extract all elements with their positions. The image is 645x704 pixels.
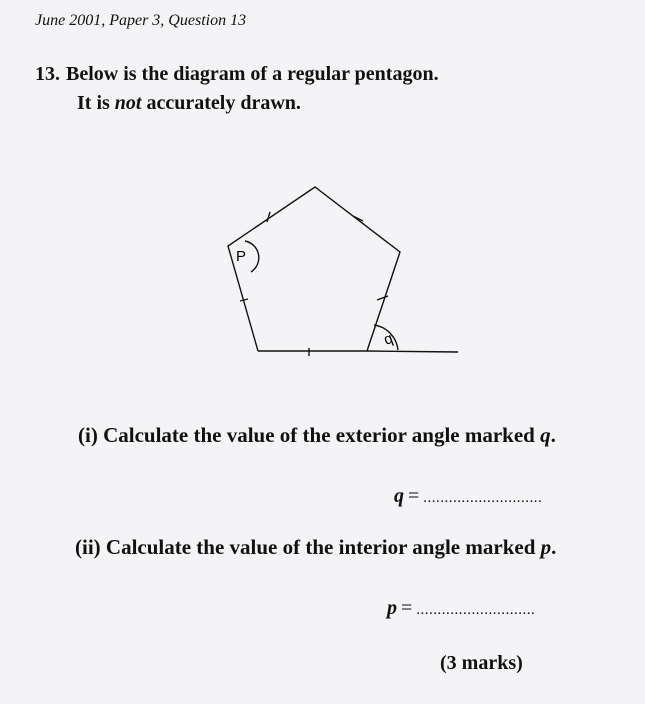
tick-mark	[377, 296, 388, 300]
answer-dots: ............................	[416, 602, 536, 618]
answer-dots: ............................	[423, 490, 543, 506]
part-ii-text: (ii) Calculate the value of the interior angle marked	[75, 535, 541, 559]
question-line-2	[77, 92, 301, 115]
question-text-2b: accurately drawn.	[141, 92, 301, 114]
question-text-1: Below is the diagram of a regular pentagon.	[66, 63, 439, 85]
equals-sign: =	[408, 485, 420, 507]
extended-base-line	[367, 351, 458, 352]
question-number: 13.	[35, 63, 60, 85]
part-i-text: (i) Calculate the value of the exterior angle marked	[78, 423, 541, 447]
equals-sign: =	[401, 597, 413, 619]
answer-line-q[interactable]	[394, 485, 542, 508]
question-line-1	[35, 63, 439, 86]
answer-variable-q: q	[394, 485, 404, 507]
part-i-end: .	[550, 423, 556, 447]
answer-line-p[interactable]	[387, 597, 535, 620]
part-ii-variable: p	[540, 535, 552, 559]
paper-reference: June 2001, Paper 3, Question 13	[35, 12, 247, 29]
question-text-2-emphasis: not	[114, 92, 142, 114]
part-i-question	[78, 423, 556, 448]
marks-label: (3 marks)	[440, 652, 523, 674]
pentagon-diagram	[200, 170, 480, 380]
part-i-variable: q	[540, 423, 551, 447]
angle-p-arc	[245, 241, 259, 272]
answer-variable-p: p	[387, 597, 397, 619]
angle-p-label: P	[236, 248, 247, 265]
tick-mark	[240, 299, 248, 301]
angle-q-label: q	[381, 329, 396, 349]
part-ii-end: .	[551, 535, 557, 559]
question-text-2a: It is	[77, 92, 115, 114]
part-ii-question	[75, 535, 556, 560]
